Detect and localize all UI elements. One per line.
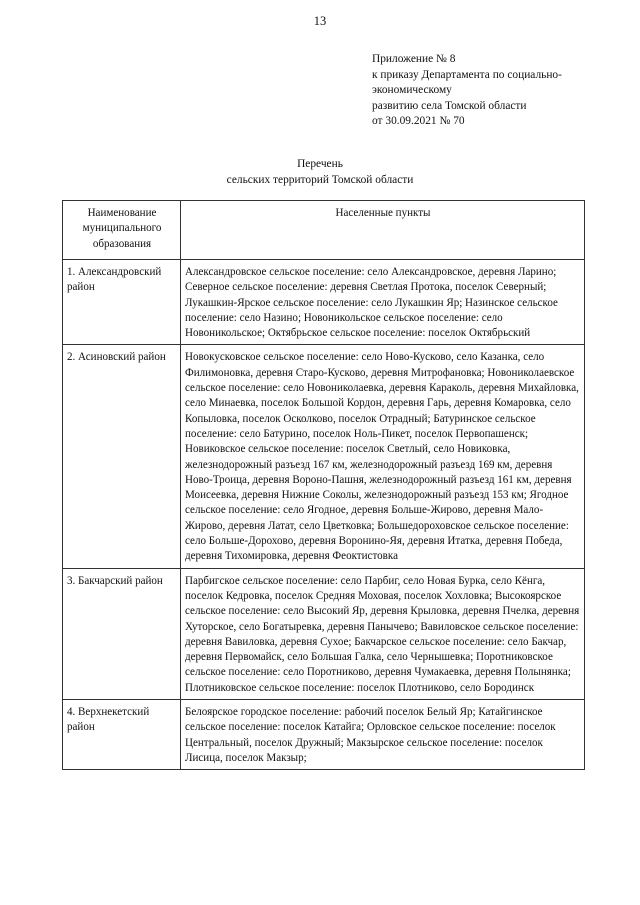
title-line-2: сельских территорий Томской области [226, 173, 414, 186]
table-row [63, 345, 585, 568]
appendix-line: экономическому [372, 84, 452, 96]
settlements-list: Белоярское городское поселение: рабочий поселок Белый Яр; Катайгинское сельское поселение: поселок Катайга; Орловское сельское поселение: поселок Центральный, поселок Дружный; Макзырское сельское поселение: поселок Лисица, поселок Макзыр; [181, 700, 585, 770]
title-line-1: Перечень [297, 158, 343, 170]
page-number: 13 [313, 14, 327, 28]
header-settlements: Населенные пункты [181, 201, 585, 260]
appendix-line: к приказу Департамента по социально- [372, 68, 562, 81]
settlements-list: Парбигское сельское поселение: село Парбиг, село Новая Бурка, село Кёнга, поселок Кедровка, поселок Средняя Моховая, поселок Хохловка; Высокоярское сельское поселение: село Высокий Яр, деревня Крыловка, деревня Пчелка, деревня Хуторское, село Богатыревка, деревня Панычево; Вавиловское сельское поселение: деревня Вавиловка, деревня Сухое; Бакчарское сельское поселение: село Бакчар, деревня Первомайск, село Большая Галка, село Чернышевка; Поротниковское сельское поселение: село Поротниково, деревня Чумакаевка, деревня Полынянка; Плотниковское сельское поселение: поселок Плотниково, село Бородинск [181, 568, 585, 699]
appendix-line: развитию села Томской области [372, 99, 527, 112]
settlements-list: Александровское сельское поселение: село Александровское, деревня Ларино; Северное сельское поселение: деревня Светлая Протока, поселок Северный; Лукашкин-Ярское сельское поселение: село Лукашкин Яр; Назинское сельское поселение: село Назино; Новоникольское сельское поселение: село Новоникольское; Октябрьское сельское поселение: поселок Октябрьский [181, 260, 585, 345]
header-municipality: Наименование муниципального образования [63, 201, 181, 260]
document-title [0, 157, 640, 188]
territories-table [62, 200, 585, 770]
appendix-block [372, 52, 612, 130]
municipality-name: 3. Бакчарский район [63, 568, 181, 699]
municipality-name: 1. Александровский район [63, 260, 181, 345]
appendix-line: от 30.09.2021 № 70 [372, 115, 465, 127]
municipality-name: 4. Верхнекетский район [63, 700, 181, 770]
table-row [63, 260, 585, 345]
settlements-list: Новокусковское сельское поселение: село Ново-Кусково, село Казанка, село Филимоновка, деревня Старо-Кусково, деревня Митрофановка; Новониколаевское сельское поселение: село Новониколаевка, деревня Караколь, деревня Михайловка, село Минаевка, поселок Большой Кордон, деревня Гарь, деревня Комаровка, село Копыловка, поселок Осколково, поселок Отрадный; Батуринское сельское поселение: село Батурино, поселок Ноль-Пикет, поселок Первопашенск; Новиковское сельское поселение: поселок Светлый, село Новиковка, железнодорожный разъезд 167 км, железнодорожный разъезд 169 км, деревня Ново-Троица, деревня Вороно-Пашня, железнодорожный разъезд 161 км, деревня Моисеевка, деревня Нижние Соколы, железнодорожный разъезд 153 км; Ягодное сельское поселение: село Ягодное, деревня Больше-Жирово, деревня Мало-Жирово, деревня Латат, село Цветковка; Большедороховское сельское поселение: село Больше-Дорохово, деревня Воронино-Яя, деревня Итатка, деревня Победа, деревня Тихомировка, деревня Феоктистовка [181, 345, 585, 568]
municipality-name: 2. Асиновский район [63, 345, 181, 568]
appendix-line: Приложение № 8 [372, 53, 456, 65]
table-header-row [63, 201, 585, 260]
table-row [63, 568, 585, 699]
table-row [63, 700, 585, 770]
